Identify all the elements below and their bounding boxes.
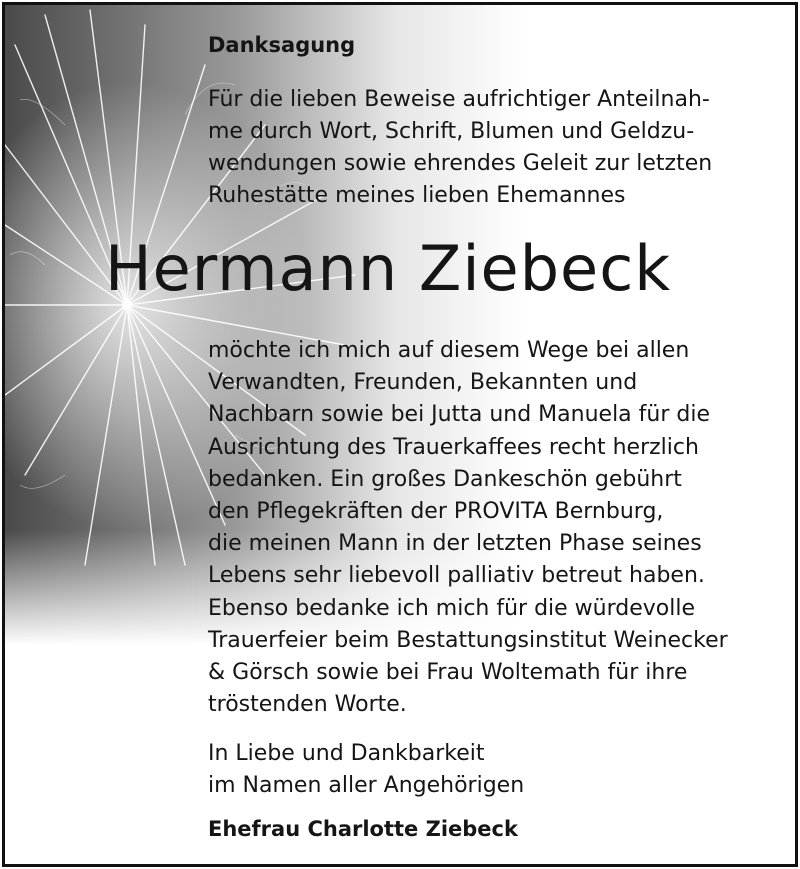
intro-paragraph <box>208 84 788 212</box>
closing-line: In Liebe und Dankbarkeit <box>208 741 485 766</box>
closing-line: im Namen aller Angehörigen <box>208 773 525 798</box>
intro-line: me durch Wort, Schrift, Blumen und Geldzu- <box>208 119 695 144</box>
body-line: Nachbarn sowie bei Jutta und Manuela für die <box>208 402 710 428</box>
body-line: Trauerfeier beim Bestattungsinstitut Weinecker <box>208 627 728 653</box>
intro-line: Für die lieben Beweise aufrichtiger Anteilnah- <box>208 87 710 112</box>
body-line: möchte ich mich auf diesem Wege bei allen <box>208 338 690 363</box>
intro-line: Ruhestätte meines lieben Ehemannes <box>208 183 626 208</box>
notice-heading: Danksagung <box>208 33 356 57</box>
body-line: Ausrichtung des Trauerkaffees recht herzlich <box>208 434 699 460</box>
body-line: die meinen Mann in der letzten Phase seines <box>208 531 702 557</box>
deceased-name: Hermann Ziebeck <box>105 232 672 305</box>
body-paragraph <box>208 335 788 721</box>
body-line: tröstenden Worte. <box>208 692 407 718</box>
body-line: Lebens sehr liebevoll palliativ betreut haben. <box>208 563 705 589</box>
body-line: bedanken. Ein großes Dankeschön gebührt <box>208 466 682 492</box>
body-line: Verwandten, Freunden, Bekannten und <box>208 370 638 396</box>
obituary-notice-frame <box>2 2 798 867</box>
closing-paragraph <box>208 738 788 802</box>
intro-line: wendungen sowie ehrendes Geleit zur letzten <box>208 151 713 176</box>
body-line: Ebenso bedanke ich mich für die würdevolle <box>208 595 696 621</box>
signature: Ehefrau Charlotte Ziebeck <box>208 817 518 841</box>
body-line: & Görsch sowie bei Frau Woltemath für ihre <box>208 660 688 686</box>
body-line: den Pflegekräften der PROVITA Bernburg, <box>208 499 664 525</box>
